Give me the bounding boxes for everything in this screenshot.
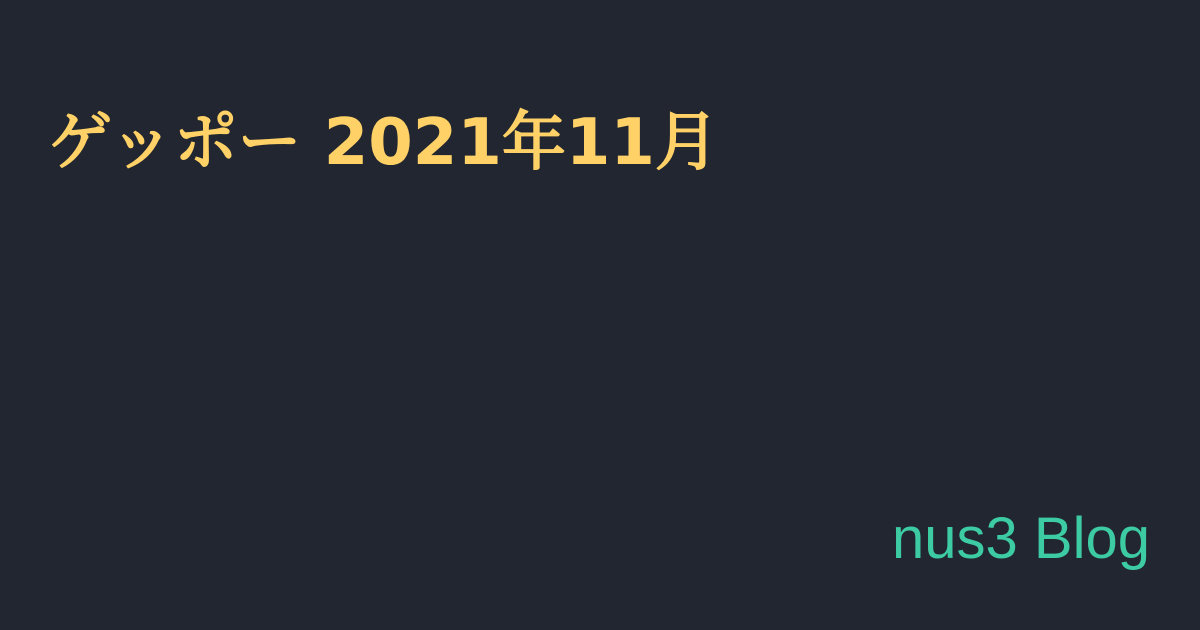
post-title: ゲッポー 2021年11月 xyxy=(48,106,719,180)
site-name: nus3 Blog xyxy=(892,506,1150,571)
